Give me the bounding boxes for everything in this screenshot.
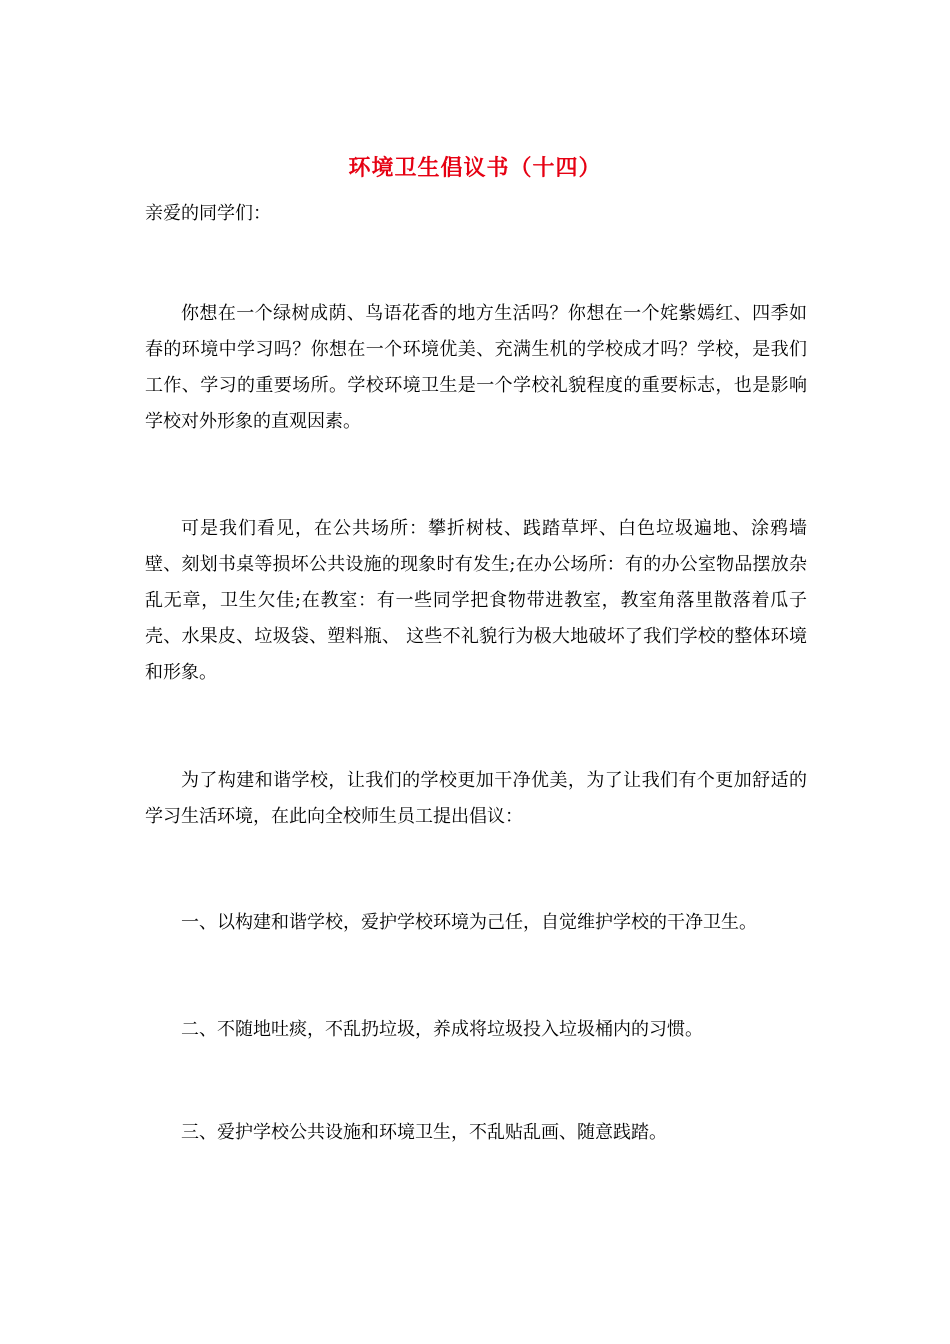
paragraph-problems: 可是我们看见，在公共场所：攀折树枝、践踏草坪、白色垃圾遍地、涂鸦墙壁、刻划书桌等损坏公共设施的现象时有发生;在办公场所：有的办公室物品摆放杂乱无章，卫生欠佳;在教室：有一些同学把食物带进教室，教室角落里散落着瓜子壳、水果皮、垃圾袋、塑料瓶、 这些不礼貌行为极大地破坏了我们学校的整体环境和形象。 <box>145 518 807 683</box>
salutation: 亲爱的同学们： <box>145 203 271 224</box>
proposal-item-2: 二、不随地吐痰，不乱扔垃圾，养成将垃圾投入垃圾桶内的习惯。 <box>181 1019 703 1040</box>
proposal-item-1: 一、以构建和谐学校，爱护学校环境为己任，自觉维护学校的干净卫生。 <box>181 912 757 933</box>
proposal-item-3: 三、爱护学校公共设施和环境卫生，不乱贴乱画、随意践踏。 <box>181 1122 667 1143</box>
document-title: 环境卫生倡议书（十四） <box>348 155 602 181</box>
paragraph-proposal: 为了构建和谐学校，让我们的学校更加干净优美，为了让我们有个更加舒适的学习生活环境，在此向全校师生员工提出倡议： <box>145 770 807 827</box>
paragraph-intro: 你想在一个绿树成荫、鸟语花香的地方生活吗？你想在一个姹紫嫣红、四季如春的环境中学习吗？你想在一个环境优美、充满生机的学校成才吗？学校，是我们工作、学习的重要场所。学校环境卫生是一个学校礼貌程度的重要标志，也是影响学校对外形象的直观因素。 <box>145 303 807 432</box>
